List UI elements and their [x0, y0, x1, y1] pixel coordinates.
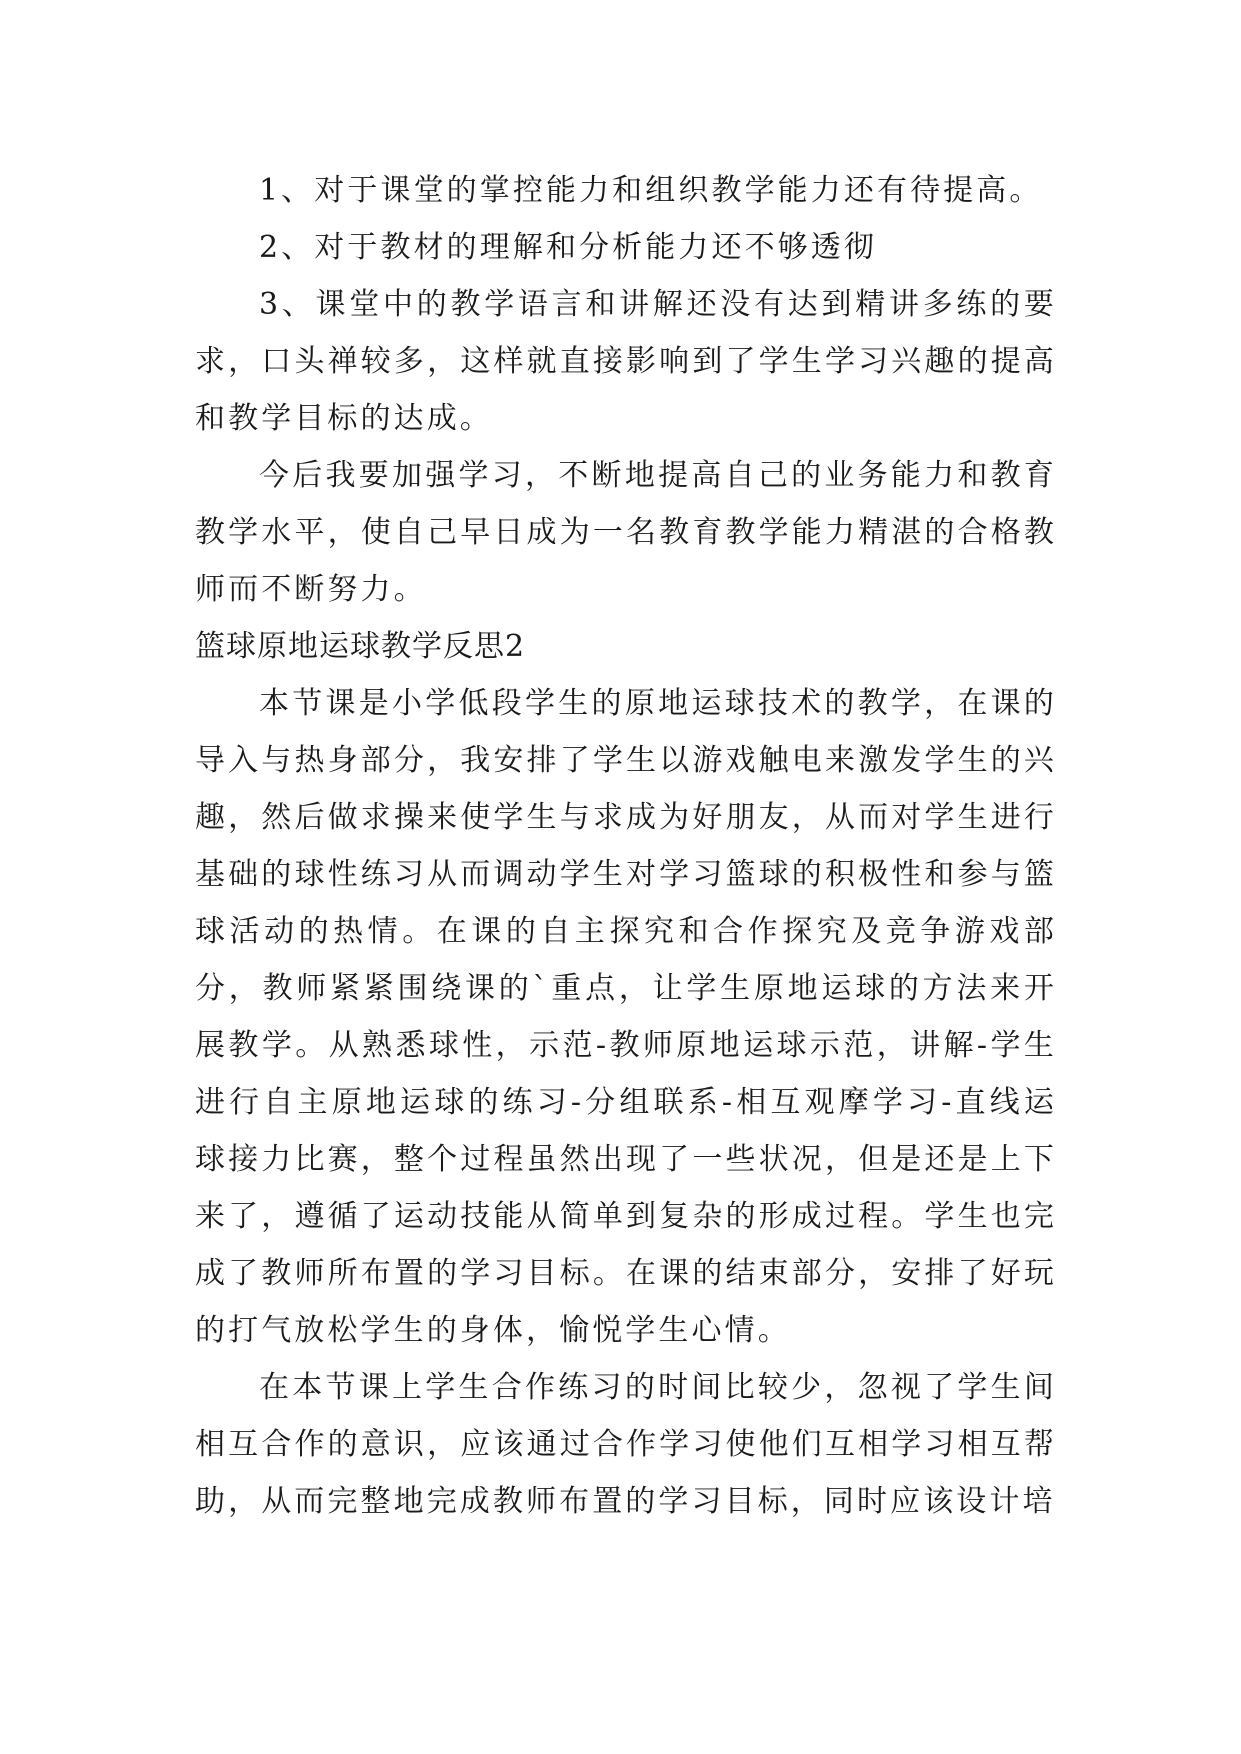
- paragraph-future-plan: 今后我要加强学习，不断地提高自己的业务能力和教育教学水平，使自己早日成为一名教育教学能力精湛的合格教师而不断努力。: [195, 458, 1057, 607]
- paragraph-item-2: 2、对于教材的理解和分析能力还不够透彻: [259, 230, 877, 265]
- paragraph-improvement: 在本节课上学生合作练习的时间比较少，忽视了学生间相互合作的意识，应该通过合作学习使他们互相学习相互帮助，从而完整地完成教师布置的学习目标，同时应该设计培: [195, 1370, 1057, 1519]
- paragraph-item-1: 1、对于课堂的掌控能力和组织教学能力还有待提高。: [259, 173, 1043, 208]
- paragraph-lesson-summary: 本节课是小学低段学生的原地运球技术的教学，在课的导入与热身部分，我安排了学生以游戏触电来激发学生的兴趣，然后做求操来使学生与求成为好朋友，从而对学生进行基础的球性练习从而调动学生对学习篮球的积极性和参与篮球活动的热情。在课的自主探究和合作探究及竞争游戏部分，教师紧紧围绕课的`重点，让学生原地运球的方法来开展教学。从熟悉球性，示范-教师原地运球示范，讲解-学生进行自主原地运球的练习-分组联系-相互观摩学习-直线运球接力比赛，整个过程虽然出现了一些状况，但是还是上下来了，遵循了运动技能从简单到复杂的形成过程。学生也完成了教师所布置的学习目标。在课的结束部分，安排了好玩的打气放松学生的身体，愉悦学生心情。: [195, 686, 1057, 1348]
- section-title: 篮球原地运球教学反思2: [195, 629, 526, 664]
- document-body: [195, 162, 1057, 1530]
- paragraph-item-3: 3、课堂中的教学语言和讲解还没有达到精讲多练的要求，口头禅较多，这样就直接影响到了学生学习兴趣的提高和教学目标的达成。: [195, 287, 1057, 436]
